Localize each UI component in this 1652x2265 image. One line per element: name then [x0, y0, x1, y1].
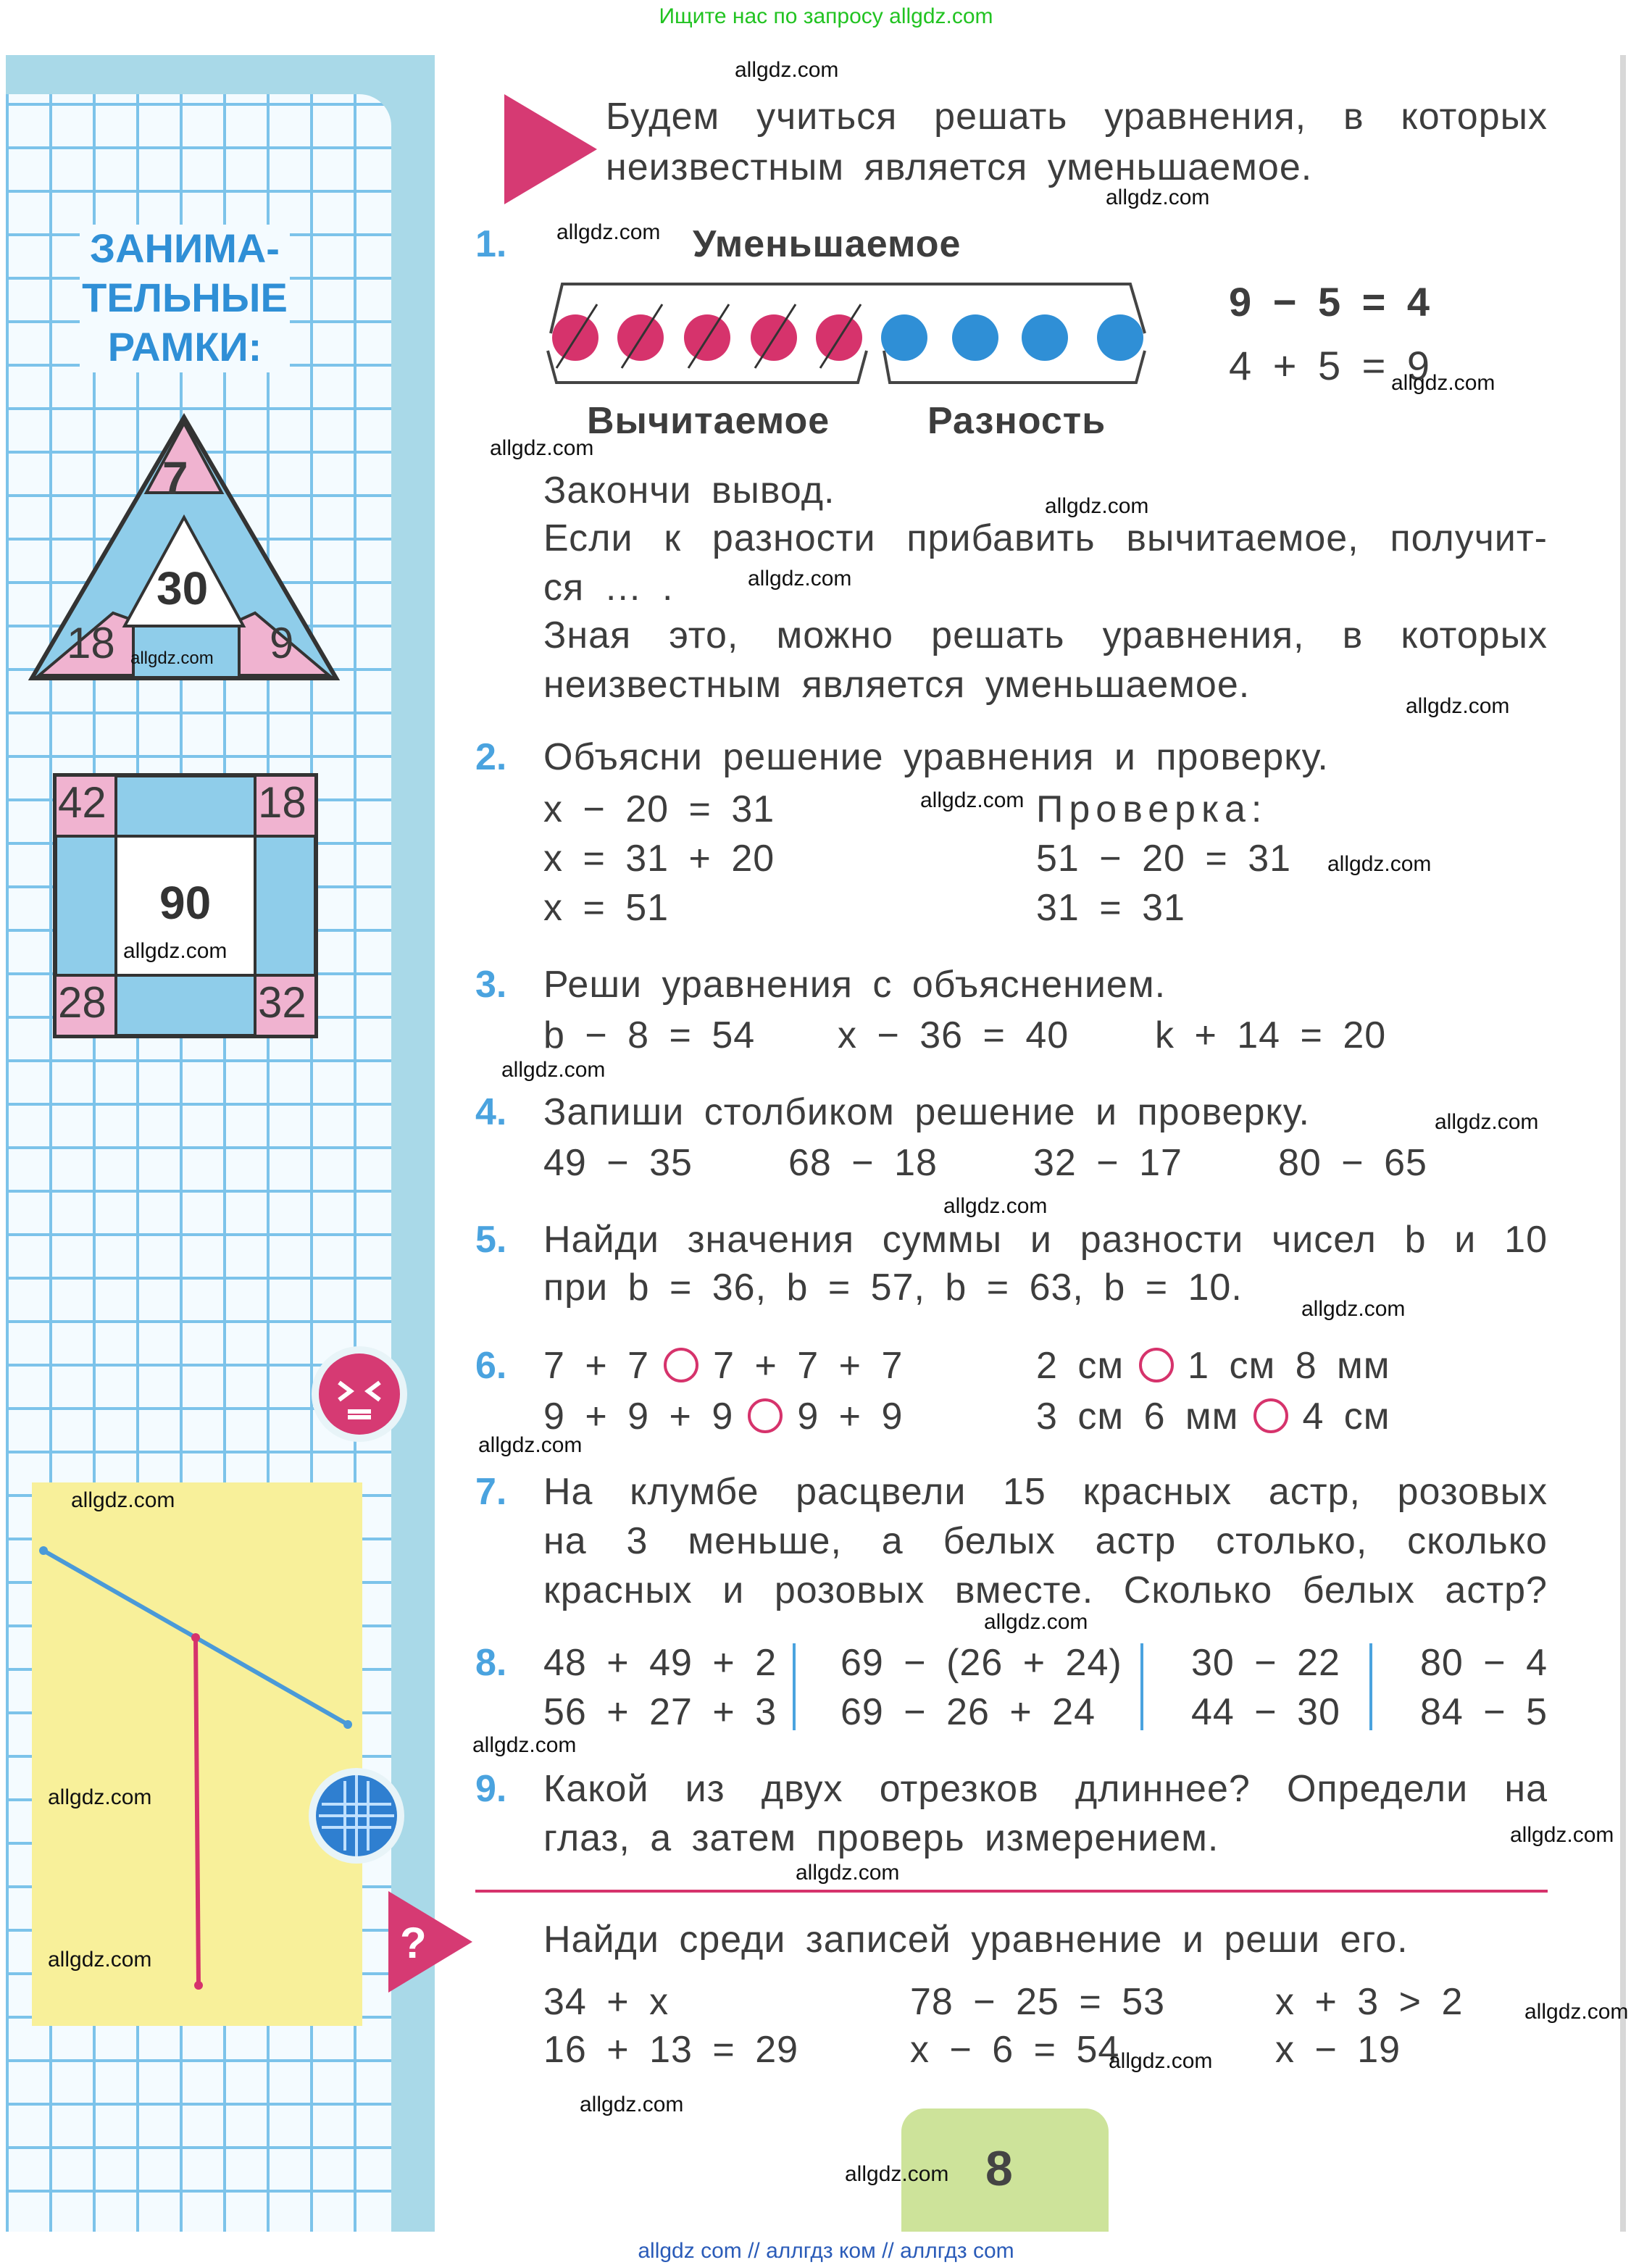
task-text: Найди значения суммы и разности чисел b и 10 — [543, 1217, 1548, 1261]
watermark: allgdz.com — [943, 1194, 1048, 1219]
expression: 80 − 4 — [1420, 1640, 1548, 1684]
expression: 48 + 49 + 2 — [543, 1640, 777, 1684]
segments-figure — [32, 1482, 362, 2026]
expression: 32 − 17 — [1033, 1140, 1182, 1184]
quantity: 2 см — [1036, 1343, 1125, 1387]
watermark: allgdz.com — [735, 58, 839, 83]
watermark: allgdz.com — [478, 1433, 583, 1458]
record: x + 3 > 2 — [1275, 1980, 1464, 2023]
watermark: allgdz.com — [48, 1948, 152, 1972]
equation: k + 14 = 20 — [1155, 1013, 1387, 1056]
quantity: 1 см 8 мм — [1188, 1343, 1390, 1387]
watermark: allgdz.com — [1301, 1297, 1406, 1322]
column-divider — [1140, 1643, 1143, 1730]
watermark: allgdz.com — [71, 1488, 175, 1513]
watermark: allgdz.com — [1106, 185, 1210, 210]
watermark: allgdz.com — [472, 1733, 577, 1758]
exercise-number: 3. — [475, 962, 507, 1006]
expression: 7 + 7 — [543, 1343, 650, 1387]
task-text: глаз, а затем проверь измерением. — [543, 1816, 1219, 1859]
watermark: allgdz.com — [556, 220, 661, 245]
square-tl-number: 42 — [58, 780, 107, 827]
exercise-number: 1. — [475, 222, 507, 265]
record: 34 + x — [543, 1980, 669, 2023]
equation: x − 36 = 40 — [838, 1013, 1069, 1056]
intro-arrow-icon — [504, 94, 600, 207]
column-divider — [793, 1643, 796, 1730]
exercise-number: 8. — [475, 1640, 507, 1684]
sidebar-title: ЗАНИМА-ТЕЛЬНЫЕ РАМКИ: — [80, 225, 290, 372]
expression: 80 − 65 — [1278, 1140, 1427, 1184]
page-number: 8 — [985, 2142, 1013, 2197]
compare-sign-blank[interactable] — [1253, 1398, 1288, 1433]
watermark: allgdz.com — [1524, 2000, 1629, 2024]
equation: 9 − 5 = 4 — [1229, 280, 1431, 325]
expression: 56 + 27 + 3 — [543, 1690, 777, 1733]
task-text: Запиши столбиком решение и проверку. — [543, 1090, 1310, 1133]
task-text: на 3 меньше, а белых астр столько, сколько — [543, 1519, 1548, 1562]
watermark: allgdz.com — [984, 1610, 1088, 1635]
triangle-top-number: 7 — [162, 452, 188, 504]
exercise-number: 5. — [475, 1217, 507, 1261]
expression: 69 − 26 + 24 — [840, 1690, 1096, 1733]
bonus-task: Найди среди записей уравнение и реши его. — [543, 1917, 1409, 1961]
watermark: allgdz.com — [580, 2093, 684, 2117]
expression: 7 + 7 + 7 — [713, 1343, 904, 1387]
compare-sign-blank[interactable] — [664, 1348, 698, 1382]
expression: 84 − 5 — [1420, 1690, 1548, 1733]
watermark: allgdz.com — [501, 1058, 606, 1083]
record: x − 19 — [1275, 2027, 1401, 2071]
watermark: allgdz.com — [1435, 1110, 1539, 1135]
equation: b − 8 = 54 — [543, 1013, 756, 1056]
top-banner: Ищите нас по запросу allgdz.com — [659, 4, 993, 29]
task-text: Какой из двух отрезков длиннее? Определи на — [543, 1766, 1548, 1810]
svg-text:?: ? — [400, 1919, 427, 1967]
sidebar-figures — [0, 0, 435, 2265]
expression: 49 − 35 — [543, 1140, 693, 1184]
square-br-number: 32 — [258, 980, 306, 1027]
text-line: неизвестным является уменьшаемое. — [543, 662, 1251, 706]
watermark: allgdz.com — [796, 1861, 900, 1885]
watermark: allgdz.com — [1510, 1823, 1614, 1848]
solution-line: x = 31 + 20 — [543, 836, 775, 880]
watermark: allgdz.com — [1327, 852, 1432, 877]
text-line: ся … . — [543, 565, 674, 609]
quantity: 3 см 6 мм — [1036, 1394, 1239, 1438]
exercise-number: 2. — [475, 735, 507, 778]
square-tr-number: 18 — [258, 780, 306, 827]
check-line: 51 − 20 = 31 — [1036, 836, 1292, 880]
exercise-number: 9. — [475, 1766, 507, 1810]
expression: 68 − 18 — [788, 1140, 938, 1184]
watermark: allgdz.com — [490, 436, 594, 461]
watermark: allgdz.com — [748, 567, 852, 591]
expression: 9 + 9 + 9 — [543, 1394, 734, 1438]
pair-work-icon — [310, 1345, 412, 1446]
task-text: На клумбе расцвели 15 красных астр, розовых — [543, 1469, 1548, 1513]
column-divider — [1369, 1643, 1372, 1730]
watermark: allgdz.com — [845, 2162, 949, 2187]
task-text: Реши уравнения с объяснением. — [543, 962, 1167, 1006]
task-text: красных и розовых вместе. Сколько белых астр? — [543, 1568, 1548, 1611]
square-bl-number: 28 — [58, 980, 107, 1027]
compare-sign-blank[interactable] — [748, 1398, 783, 1433]
record: x − 6 = 54 — [910, 2027, 1120, 2071]
watermark: allgdz.com — [920, 788, 1025, 813]
triangle-right-number: 9 — [270, 620, 294, 668]
expression: 30 − 22 — [1191, 1640, 1340, 1684]
text-line: Если к разности прибавить вычитаемое, получит- — [543, 516, 1548, 559]
section-divider — [475, 1890, 1548, 1893]
triangle-left-number: 18 — [67, 620, 115, 668]
square-center-number: 90 — [159, 877, 212, 929]
task-text: Объясни решение уравнения и проверку. — [543, 735, 1329, 778]
exercise-number: 4. — [475, 1090, 507, 1133]
solution-line: x = 51 — [543, 885, 669, 929]
text-line: Зная это, можно решать уравнения, в которых — [543, 613, 1548, 656]
compare-sign-blank[interactable] — [1138, 1348, 1173, 1382]
subtrahend-label: Вычитаемое — [587, 399, 830, 442]
solution-line: x − 20 = 31 — [543, 787, 775, 830]
watermark: allgdz.com — [130, 648, 214, 668]
watermark: allgdz.com — [1406, 694, 1510, 719]
watermark: allgdz.com — [1109, 2049, 1213, 2074]
expression: 69 − (26 + 24) — [840, 1640, 1122, 1684]
quantity: 4 см — [1302, 1394, 1390, 1438]
triangle-center-number: 30 — [157, 562, 209, 614]
diagram-heading: Уменьшаемое — [693, 222, 961, 265]
equation: 4 + 5 = 9 — [1229, 343, 1431, 388]
footer-links: allgdz com // аллгдз ком // аллгдз com — [638, 2239, 1014, 2264]
watermark: allgdz.com — [48, 1785, 152, 1810]
watermark: allgdz.com — [123, 939, 228, 964]
text-line: Закончи вывод. — [543, 468, 835, 512]
exercise-number: 7. — [475, 1469, 507, 1513]
intro-line: неизвестным является уменьшаемое. — [606, 145, 1313, 188]
check-line: 31 = 31 — [1036, 885, 1185, 929]
intro-line: Будем учиться решать уравнения, в которых — [606, 94, 1548, 138]
record: 78 − 25 = 53 — [910, 1980, 1166, 2023]
check-label: Проверка: — [1036, 787, 1268, 830]
globe-grid-icon — [307, 1766, 409, 1868]
record: 16 + 13 = 29 — [543, 2027, 799, 2071]
subtraction-dots-diagram — [536, 275, 1159, 399]
watermark: allgdz.com — [1045, 494, 1149, 519]
question-arrow-icon — [388, 1891, 475, 1993]
task-text: при b = 36, b = 57, b = 63, b = 10. — [543, 1265, 1243, 1309]
watermark: allgdz.com — [1391, 371, 1495, 396]
difference-label: Разность — [927, 399, 1106, 442]
exercise-number: 6. — [475, 1343, 507, 1387]
expression: 44 − 30 — [1191, 1690, 1340, 1733]
expression: 9 + 9 — [797, 1394, 904, 1438]
